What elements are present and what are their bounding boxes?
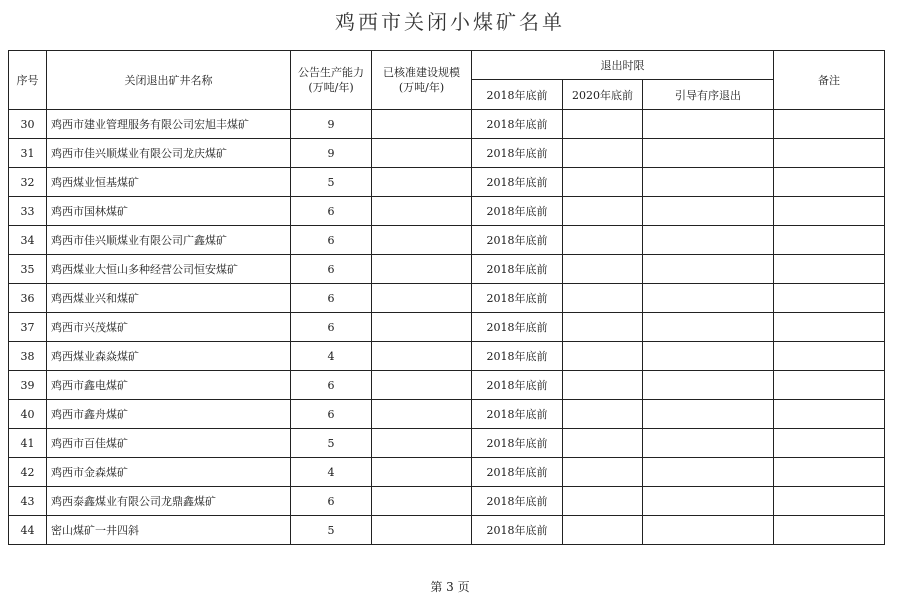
cell-deadline-2020	[563, 516, 643, 545]
cell-deadline-2020	[563, 400, 643, 429]
cell-deadline-2018: 2018年底前	[472, 313, 563, 342]
header-deadline-2018: 2018年底前	[472, 80, 563, 110]
cell-seq: 36	[9, 284, 47, 313]
cell-seq: 40	[9, 400, 47, 429]
cell-deadline-2018: 2018年底前	[472, 400, 563, 429]
cell-capacity: 6	[291, 400, 372, 429]
cell-seq: 39	[9, 371, 47, 400]
cell-deadline-2018: 2018年底前	[472, 342, 563, 371]
cell-mine-name: 鸡西市鑫舟煤矿	[47, 400, 291, 429]
cell-guided-exit	[643, 313, 774, 342]
table-row	[9, 313, 885, 342]
cell-remarks	[774, 255, 885, 284]
cell-approved-scale	[372, 342, 472, 371]
header-approved-scale-unit: (万吨/年)	[398, 81, 445, 94]
header-deadline-2020: 2020年底前	[563, 80, 643, 110]
cell-capacity: 9	[291, 110, 372, 139]
cell-deadline-2018: 2018年底前	[472, 487, 563, 516]
table-row	[9, 255, 885, 284]
cell-guided-exit	[643, 197, 774, 226]
cell-capacity: 4	[291, 342, 372, 371]
table-row	[9, 110, 885, 139]
table-row	[9, 487, 885, 516]
cell-deadline-2020	[563, 226, 643, 255]
cell-approved-scale	[372, 371, 472, 400]
table-row	[9, 400, 885, 429]
cell-capacity: 6	[291, 255, 372, 284]
cell-deadline-2020	[563, 255, 643, 284]
cell-seq: 38	[9, 342, 47, 371]
table-row	[9, 516, 885, 545]
cell-deadline-2018: 2018年底前	[472, 197, 563, 226]
table-row	[9, 284, 885, 313]
cell-mine-name: 鸡西市兴茂煤矿	[47, 313, 291, 342]
cell-seq: 44	[9, 516, 47, 545]
cell-capacity: 6	[291, 197, 372, 226]
cell-deadline-2018: 2018年底前	[472, 110, 563, 139]
cell-seq: 41	[9, 429, 47, 458]
cell-remarks	[774, 487, 885, 516]
cell-remarks	[774, 458, 885, 487]
cell-seq: 31	[9, 139, 47, 168]
cell-guided-exit	[643, 226, 774, 255]
header-announced-capacity-unit: (万吨/年)	[308, 81, 354, 94]
cell-capacity: 6	[291, 226, 372, 255]
cell-approved-scale	[372, 139, 472, 168]
cell-approved-scale	[372, 487, 472, 516]
cell-seq: 33	[9, 197, 47, 226]
cell-mine-name: 鸡西市佳兴顺煤业有限公司广鑫煤矿	[47, 226, 291, 255]
cell-approved-scale	[372, 226, 472, 255]
cell-capacity: 6	[291, 313, 372, 342]
table-row	[9, 139, 885, 168]
cell-mine-name: 鸡西市金森煤矿	[47, 458, 291, 487]
cell-guided-exit	[643, 110, 774, 139]
cell-approved-scale	[372, 197, 472, 226]
table-row	[9, 371, 885, 400]
cell-deadline-2020	[563, 110, 643, 139]
header-exit-deadline: 退出时限	[472, 51, 774, 80]
cell-approved-scale	[372, 400, 472, 429]
header-guided-exit: 引导有序退出	[643, 80, 774, 110]
cell-deadline-2020	[563, 139, 643, 168]
cell-remarks	[774, 197, 885, 226]
cell-deadline-2018: 2018年底前	[472, 226, 563, 255]
header-approved-scale-label: 已核准建设规模	[383, 66, 460, 79]
cell-capacity: 9	[291, 139, 372, 168]
cell-mine-name: 鸡西市建业管理服务有限公司宏旭丰煤矿	[47, 110, 291, 139]
cell-mine-name: 鸡西市国林煤矿	[47, 197, 291, 226]
header-approved-scale	[372, 51, 472, 110]
cell-capacity: 6	[291, 487, 372, 516]
cell-deadline-2018: 2018年底前	[472, 371, 563, 400]
cell-deadline-2020	[563, 429, 643, 458]
cell-guided-exit	[643, 429, 774, 458]
cell-seq: 43	[9, 487, 47, 516]
cell-guided-exit	[643, 400, 774, 429]
cell-approved-scale	[372, 516, 472, 545]
cell-guided-exit	[643, 487, 774, 516]
header-remarks: 备注	[774, 51, 885, 110]
cell-remarks	[774, 371, 885, 400]
header-mine-name: 关闭退出矿井名称	[47, 51, 291, 110]
table-body	[9, 110, 885, 545]
table-row	[9, 226, 885, 255]
closure-table	[8, 50, 885, 545]
cell-guided-exit	[643, 458, 774, 487]
cell-deadline-2018: 2018年底前	[472, 516, 563, 545]
cell-deadline-2020	[563, 458, 643, 487]
header-seq: 序号	[9, 51, 47, 110]
cell-remarks	[774, 284, 885, 313]
cell-remarks	[774, 168, 885, 197]
cell-deadline-2020	[563, 168, 643, 197]
cell-deadline-2020	[563, 284, 643, 313]
cell-approved-scale	[372, 110, 472, 139]
cell-capacity: 6	[291, 284, 372, 313]
cell-guided-exit	[643, 342, 774, 371]
cell-deadline-2018: 2018年底前	[472, 284, 563, 313]
cell-deadline-2018: 2018年底前	[472, 168, 563, 197]
cell-approved-scale	[372, 255, 472, 284]
cell-guided-exit	[643, 284, 774, 313]
cell-approved-scale	[372, 313, 472, 342]
cell-approved-scale	[372, 168, 472, 197]
cell-guided-exit	[643, 168, 774, 197]
cell-deadline-2020	[563, 487, 643, 516]
table-row	[9, 197, 885, 226]
cell-seq: 37	[9, 313, 47, 342]
cell-mine-name: 密山煤矿一井四斜	[47, 516, 291, 545]
cell-deadline-2020	[563, 197, 643, 226]
cell-deadline-2018: 2018年底前	[472, 139, 563, 168]
cell-seq: 35	[9, 255, 47, 284]
page-title: 鸡西市关闭小煤矿名单	[335, 10, 565, 34]
cell-mine-name: 鸡西泰鑫煤业有限公司龙鼎鑫煤矿	[47, 487, 291, 516]
table-row	[9, 458, 885, 487]
table-header	[9, 51, 885, 110]
cell-remarks	[774, 110, 885, 139]
cell-mine-name: 鸡西市鑫电煤矿	[47, 371, 291, 400]
cell-mine-name: 鸡西市百佳煤矿	[47, 429, 291, 458]
cell-remarks	[774, 429, 885, 458]
cell-deadline-2020	[563, 313, 643, 342]
cell-remarks	[774, 516, 885, 545]
header-announced-capacity-label: 公告生产能力	[298, 66, 364, 79]
cell-mine-name: 鸡西煤业森焱煤矿	[47, 342, 291, 371]
table-row	[9, 168, 885, 197]
cell-mine-name: 鸡西煤业兴和煤矿	[47, 284, 291, 313]
cell-seq: 32	[9, 168, 47, 197]
cell-capacity: 5	[291, 168, 372, 197]
cell-seq: 34	[9, 226, 47, 255]
table-row	[9, 342, 885, 371]
cell-guided-exit	[643, 371, 774, 400]
cell-deadline-2018: 2018年底前	[472, 458, 563, 487]
cell-capacity: 6	[291, 371, 372, 400]
cell-deadline-2020	[563, 342, 643, 371]
cell-capacity: 5	[291, 429, 372, 458]
cell-capacity: 5	[291, 516, 372, 545]
table-row	[9, 429, 885, 458]
cell-mine-name: 鸡西煤业恒基煤矿	[47, 168, 291, 197]
cell-deadline-2018: 2018年底前	[472, 255, 563, 284]
cell-approved-scale	[372, 458, 472, 487]
cell-remarks	[774, 226, 885, 255]
cell-approved-scale	[372, 284, 472, 313]
page-number: 第 3 页	[430, 580, 470, 594]
cell-mine-name: 鸡西煤业大恒山多种经营公司恒安煤矿	[47, 255, 291, 284]
cell-remarks	[774, 313, 885, 342]
cell-remarks	[774, 139, 885, 168]
cell-deadline-2018: 2018年底前	[472, 429, 563, 458]
header-announced-capacity	[291, 51, 372, 110]
cell-capacity: 4	[291, 458, 372, 487]
cell-seq: 30	[9, 110, 47, 139]
cell-remarks	[774, 342, 885, 371]
cell-approved-scale	[372, 429, 472, 458]
cell-guided-exit	[643, 516, 774, 545]
cell-remarks	[774, 400, 885, 429]
cell-deadline-2020	[563, 371, 643, 400]
cell-mine-name: 鸡西市佳兴顺煤业有限公司龙庆煤矿	[47, 139, 291, 168]
cell-seq: 42	[9, 458, 47, 487]
cell-guided-exit	[643, 255, 774, 284]
cell-guided-exit	[643, 139, 774, 168]
